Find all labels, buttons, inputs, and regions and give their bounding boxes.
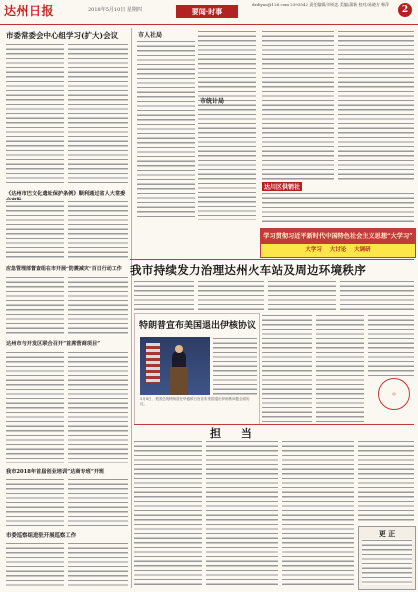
left-body-1b	[68, 43, 128, 185]
mid-body-1	[137, 40, 195, 220]
mid-body-2	[198, 30, 256, 220]
left-headline-5: 我市2018年首届创业培训“达商专班”开班	[6, 469, 105, 475]
sidebar-title-supply: 达川区供销社	[264, 184, 301, 191]
left-headline-6: 市委巡察组进驻开展巡察工作	[6, 533, 77, 539]
speaker-head	[175, 345, 183, 353]
left-body-2b	[68, 200, 128, 258]
correction-box	[358, 526, 416, 590]
left-body-6b	[68, 542, 128, 588]
issue-date: 2018年5月10日 星期四	[88, 7, 142, 13]
correction-title: 更 正	[378, 529, 396, 538]
section-tag: 要闻·时事	[176, 5, 238, 18]
main-body-3	[268, 280, 336, 310]
banner-title: 学习贯彻习近平新时代中国特色社会主义思想“大学习”	[261, 229, 415, 244]
feature-headline: 特朗普宣布美国退出伊核协议	[139, 321, 257, 331]
study-campaign-banner	[260, 228, 416, 258]
left-body-5a	[6, 478, 64, 526]
page-number: 2	[398, 3, 412, 17]
podium-graphic	[170, 367, 188, 395]
photo-caption: 5月8日，美国总统特朗普在华盛顿白宫宣布美国退出伊朗核问题全面协议。	[140, 397, 250, 406]
box-title-hr-bureau: 市人社局	[138, 32, 163, 39]
left-body-6a	[6, 542, 64, 588]
commentary-headline: 担 当	[210, 427, 260, 440]
right-mid-body-3	[368, 314, 414, 376]
correction-body	[362, 539, 412, 585]
box-title-stats-bureau: 市统计局	[200, 98, 225, 105]
main-headline-rule	[130, 259, 414, 260]
right-body-1	[262, 30, 334, 180]
left-body-4b	[68, 351, 128, 463]
left-body-5b	[68, 478, 128, 526]
commentary-body-2	[206, 440, 278, 588]
commentary-rule	[134, 424, 414, 425]
flag-graphic	[146, 343, 160, 383]
newspaper-logo: 达州日报	[4, 4, 55, 18]
banner-slogan: 大学习 大讨论 大调研	[305, 247, 371, 253]
left-body-3b	[68, 276, 128, 334]
right-body-2	[338, 30, 414, 180]
main-body-1	[134, 280, 194, 310]
editor-contact: dzdiyao@126.com 2393542 责任编辑/刘英忠 美编/蒲新 校对/易晓方 韩萍	[252, 2, 390, 7]
right-mid-body-2	[316, 314, 364, 422]
commentary-body-4	[358, 440, 414, 522]
left-headline-1: 市委常委会中心组学习(扩大)会议	[6, 31, 119, 40]
feature-body	[213, 337, 257, 395]
left-headline-4: 达州市与开发区联合召开“首席营商项目”	[6, 341, 101, 347]
right-body-3	[262, 192, 414, 224]
commentary-body-3	[282, 440, 354, 588]
left-headline-2: 《达州市巴文化遗址保护条例》顺利通过省人大常委	[6, 191, 126, 197]
news-photo	[140, 337, 210, 395]
left-body-4a	[6, 351, 64, 463]
left-headline-3: 应急管理部督查组在市开展“防震减灾”百日行动工作	[6, 266, 122, 272]
left-body-2a	[6, 200, 64, 258]
column-divider-left	[131, 28, 132, 588]
main-body-4	[340, 280, 414, 310]
left-body-1a	[6, 43, 64, 185]
main-headline: 我市持续发力治理达州火车站及周边环境秩序	[130, 263, 366, 277]
main-body-2	[198, 280, 264, 310]
commentary-body-1	[134, 440, 202, 588]
seal-mark: ◎	[378, 378, 410, 410]
right-mid-body-1	[262, 314, 312, 422]
masthead	[0, 0, 418, 25]
left-body-3a	[6, 276, 64, 334]
